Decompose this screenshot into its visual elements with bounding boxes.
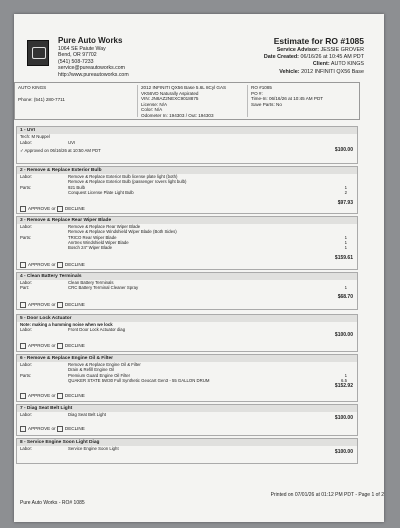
approve-checkbox[interactable] bbox=[20, 302, 26, 308]
client-value: AUTO KINGS bbox=[330, 61, 364, 68]
po-number: PO #: bbox=[251, 90, 263, 96]
approve-decline bbox=[20, 262, 85, 268]
shop-info bbox=[58, 36, 129, 78]
job-title: 1 - UVI bbox=[17, 127, 357, 134]
part-qty: 1 bbox=[344, 239, 347, 245]
labor-text: Remove & Replace Windshield Wiper Blade (Both Sides) bbox=[68, 229, 177, 235]
labor-label: Labor: bbox=[20, 412, 33, 418]
part-name: 921 Bulb bbox=[68, 184, 85, 190]
approve-decline bbox=[20, 302, 85, 308]
parts-label: Parts: bbox=[20, 184, 32, 190]
decline-label: DECLINE bbox=[64, 343, 85, 349]
part-qty: 1 bbox=[344, 234, 347, 240]
job-total: $100.00 bbox=[334, 449, 353, 455]
part-qty: 2 bbox=[344, 189, 347, 195]
approve-decline bbox=[20, 343, 85, 349]
parts-label: Parts: bbox=[20, 372, 32, 378]
labor-label: Labor: bbox=[20, 362, 33, 368]
customer-col bbox=[18, 85, 130, 117]
labor-label: Labor: bbox=[20, 280, 33, 286]
job-card bbox=[16, 354, 358, 402]
vehicle-col bbox=[137, 85, 241, 117]
labor-label: Labor: bbox=[20, 174, 33, 180]
decline-label: DECLINE bbox=[64, 393, 85, 399]
part-name: Premium Guard Engine Oil Filter bbox=[68, 372, 131, 378]
job-tech: Tech: M Nuppel bbox=[20, 134, 50, 140]
or-label: or bbox=[51, 426, 56, 432]
approve-decline bbox=[20, 426, 85, 432]
approve-label: APPROVE bbox=[28, 426, 51, 432]
decline-checkbox[interactable] bbox=[57, 343, 63, 349]
parts-row bbox=[17, 185, 357, 195]
approve-label: APPROVE bbox=[28, 393, 51, 399]
job-total: $100.00 bbox=[334, 147, 353, 154]
labor-text: Remove & Replace Rear Wiper Blade bbox=[68, 224, 141, 230]
part-qty: 1 bbox=[344, 184, 347, 190]
estimate-header bbox=[264, 36, 364, 76]
parts-row bbox=[17, 235, 357, 251]
labor-row bbox=[17, 412, 357, 417]
labor-text: Remove & Replace Engine Oil & Filter bbox=[68, 362, 141, 368]
job-card bbox=[16, 166, 358, 214]
decline-checkbox[interactable] bbox=[57, 206, 63, 212]
job-card bbox=[16, 404, 358, 436]
approved-text: ✓ Approved on 06/16/26 at 10:50 AM PDT bbox=[20, 148, 101, 154]
vehicle-line1: 2012 INFINITI QX56 Base 5.6L 8Cyl GAS bbox=[141, 85, 227, 90]
decline-label: DECLINE bbox=[64, 206, 85, 212]
job-card bbox=[16, 216, 358, 270]
advisor-line bbox=[264, 47, 364, 54]
vehicle-line bbox=[264, 69, 364, 76]
labor-text: Remove & Replace Exterior Bulb license plate light (both) bbox=[68, 174, 178, 180]
vehicle-color: Color: N/A bbox=[141, 107, 163, 113]
or-label: or bbox=[51, 262, 56, 268]
job-title: 4 - Clean Battery Terminals bbox=[17, 273, 357, 280]
shop-phone: (541) 508-7233 bbox=[58, 58, 94, 65]
advisor-value: JESSIE GROVER bbox=[320, 47, 364, 53]
labor-row bbox=[17, 224, 357, 234]
or-label: or bbox=[51, 206, 56, 212]
labor-text: Remove & Replace Exterior Bulb (passenger rovers light bulb) bbox=[68, 179, 187, 185]
job-title: 2 - Remove & Replace Exterior Bulb bbox=[17, 167, 357, 174]
part-name: Anrtrex Windshield Wiper Blade bbox=[68, 239, 129, 245]
labor-label: Labor: bbox=[20, 224, 33, 230]
approve-checkbox[interactable] bbox=[20, 262, 26, 268]
shop-name: Pure Auto Works bbox=[58, 36, 123, 45]
labor-row bbox=[17, 174, 357, 184]
job-total: $68.70 bbox=[337, 294, 353, 300]
part-name: Conquest License Plate Light Bulb bbox=[68, 189, 134, 195]
part-line bbox=[68, 378, 357, 383]
decline-label: DECLINE bbox=[64, 262, 85, 268]
approve-checkbox[interactable] bbox=[20, 206, 26, 212]
labor-text: Diag Seat Belt Light bbox=[68, 412, 106, 418]
labor-row bbox=[17, 140, 357, 148]
part-line bbox=[68, 245, 357, 250]
part-qty: 1 bbox=[344, 245, 347, 251]
parts-label: Parts: bbox=[20, 234, 32, 240]
approval-row bbox=[17, 148, 357, 153]
job-total: $97.93 bbox=[337, 200, 353, 206]
customer-name: AUTO KINGS bbox=[18, 85, 47, 90]
print-info: Printed on 07/01/26 at 01:12 PM PDT - Page 1 of 2 bbox=[270, 492, 384, 498]
approve-decline bbox=[20, 206, 85, 212]
vehicle-license: License: N/A bbox=[141, 101, 168, 107]
part-qty: 1 bbox=[344, 372, 347, 378]
or-label: or bbox=[51, 343, 56, 349]
footer-ro: Pure Auto Works - RO# 1085 bbox=[20, 500, 85, 506]
labor-row bbox=[17, 362, 357, 372]
approve-label: APPROVE bbox=[28, 343, 51, 349]
part-line bbox=[68, 285, 357, 290]
shop-website: http://www.pureautoworks.com bbox=[58, 71, 129, 78]
approve-label: APPROVE bbox=[28, 262, 51, 268]
ro-number: RO #1085 bbox=[251, 85, 272, 90]
decline-label: DECLINE bbox=[64, 426, 85, 432]
job-total: $152.92 bbox=[334, 383, 353, 389]
labor-row bbox=[17, 446, 357, 451]
parts-row bbox=[17, 285, 357, 290]
job-note: Note: making a humming noise when we lock bbox=[20, 322, 113, 328]
approve-checkbox[interactable] bbox=[20, 426, 26, 432]
or-label: or bbox=[51, 393, 56, 399]
job-card bbox=[16, 314, 358, 352]
ro-col bbox=[247, 85, 359, 117]
job-title: 3 - Remove & Replace Rear Wiper Blade bbox=[17, 217, 357, 224]
labor-text: Drain & Refill Engine Oil bbox=[68, 367, 115, 373]
part-qty: 6.5 bbox=[341, 377, 347, 383]
part-name: Bosch 24" Wiper Blade bbox=[68, 245, 113, 251]
vehicle-value: 2012 INFINITI QX56 Base bbox=[301, 68, 364, 75]
labor-label: Labor: bbox=[20, 446, 33, 452]
job-card bbox=[16, 438, 358, 464]
customer-phone: Phone: (541) 280-7711 bbox=[18, 96, 65, 102]
approve-checkbox[interactable] bbox=[20, 393, 26, 399]
job-title: 7 - Diag Seat Belt Light bbox=[17, 405, 357, 412]
decline-checkbox[interactable] bbox=[57, 302, 63, 308]
shop-address1: 1064 SE Paiute Way bbox=[58, 46, 106, 52]
vehicle-label: Vehicle: bbox=[279, 68, 300, 75]
job-title: 6 - Remove & Replace Engine Oil & Filter bbox=[17, 355, 357, 362]
part-line bbox=[68, 190, 357, 195]
client-label: Client: bbox=[312, 61, 330, 68]
labor-text: Service Engine Soon Light bbox=[68, 446, 119, 452]
save-parts: Save Parts: No bbox=[251, 101, 282, 107]
labor-text: Front Door Lock Actuator diag bbox=[68, 327, 126, 333]
approve-decline bbox=[20, 393, 85, 399]
part-qty: 1 bbox=[344, 285, 347, 291]
part-name: CRC Battery Terminal Cleaner Spray bbox=[68, 285, 139, 291]
job-total: $159.61 bbox=[334, 255, 353, 261]
approve-label: APPROVE bbox=[28, 302, 51, 308]
job-total: $100.00 bbox=[334, 415, 353, 421]
job-title: 5 - Door Lock Actuator bbox=[17, 315, 357, 322]
decline-checkbox[interactable] bbox=[57, 262, 63, 268]
labor-row bbox=[17, 327, 357, 332]
job-total: $100.00 bbox=[334, 332, 353, 338]
labor-text: UVI bbox=[68, 140, 76, 146]
time-in: Time-In: 06/16/26 at 10:45 AM PDT bbox=[251, 96, 324, 102]
part-name: QUAKER STATE 5W30 Full Synthetic Geocart Gen3 - 55 GALLON DRUM bbox=[68, 377, 210, 383]
shop-address2: Bend, OR 97702 bbox=[58, 52, 97, 59]
job-card bbox=[16, 126, 358, 164]
part-name: TRICO Rear Wiper Blade bbox=[68, 234, 117, 240]
client-line bbox=[264, 61, 364, 68]
parts-row bbox=[17, 373, 357, 383]
decline-checkbox[interactable] bbox=[57, 393, 63, 399]
date-value: 06/16/26 at 10:45 AM PDT bbox=[300, 54, 364, 61]
decline-label: DECLINE bbox=[64, 302, 85, 308]
advisor-label: Service Advisor: bbox=[276, 47, 320, 53]
labor-label: Labor: bbox=[20, 327, 33, 333]
date-label: Date Created: bbox=[263, 54, 299, 61]
parts-label: Part: bbox=[20, 285, 30, 291]
date-line bbox=[264, 54, 364, 61]
estimate-title: Estimate for RO #1085 bbox=[273, 36, 364, 46]
info-box bbox=[14, 82, 360, 120]
approve-checkbox[interactable] bbox=[20, 343, 26, 349]
labor-label: Labor: bbox=[20, 140, 33, 146]
job-card bbox=[16, 272, 358, 310]
shop-logo bbox=[27, 40, 49, 66]
job-title: 8 - Service Engine Soon Light Diag bbox=[17, 439, 357, 446]
approve-label: APPROVE bbox=[28, 206, 51, 212]
shop-email: service@pureautoworks.com bbox=[58, 65, 125, 72]
vehicle-line2: VK56VD Naturally Aspirated bbox=[141, 90, 199, 96]
vehicle-vin: VIN: JN8AZ2NEXC9018875 bbox=[141, 96, 199, 102]
decline-checkbox[interactable] bbox=[57, 426, 63, 432]
or-label: or bbox=[51, 302, 56, 308]
vehicle-odometer: Odometer In: 194303 / Out: 194303 bbox=[141, 112, 214, 118]
labor-text: Clean Battery Terminals bbox=[68, 280, 114, 286]
